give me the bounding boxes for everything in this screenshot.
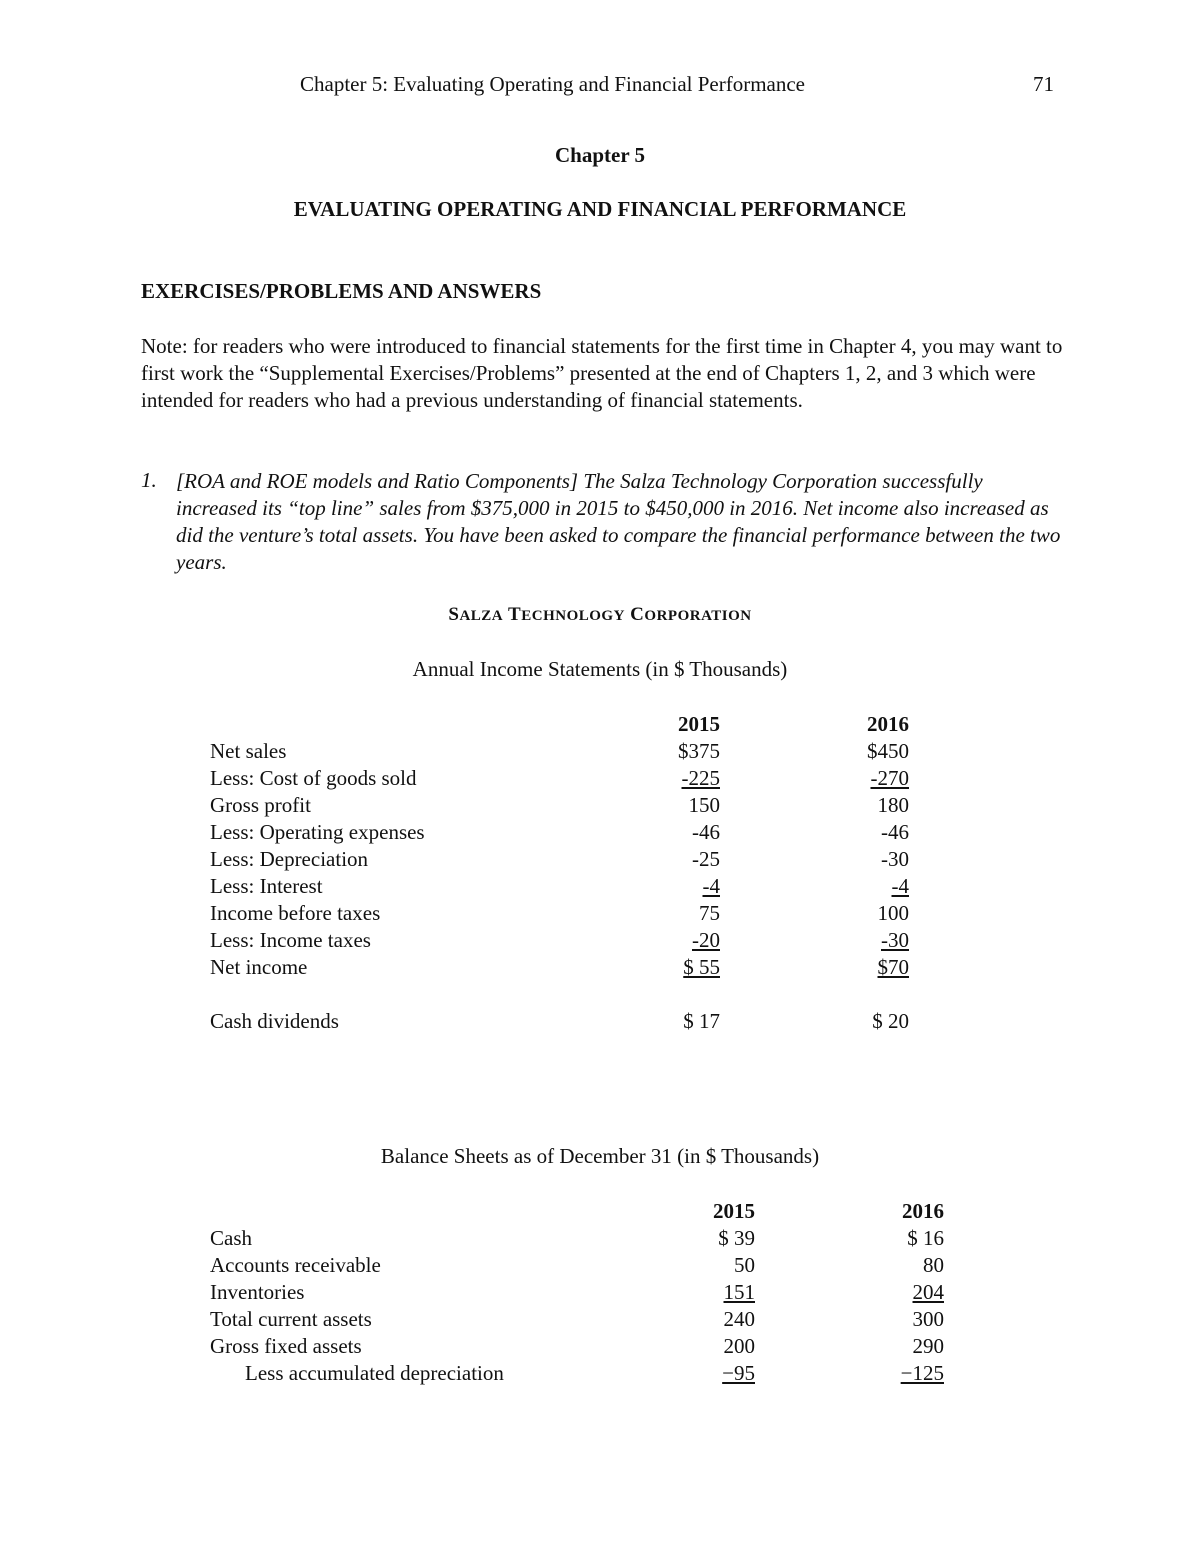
chapter-title: EVALUATING OPERATING AND FINANCIAL PERFORMANCE <box>293 197 907 221</box>
value-2015: 50 <box>734 1253 755 1277</box>
company-name: SALZA TECHNOLOGY CORPORATION <box>448 604 752 625</box>
row-label: Less: Operating expenses <box>210 820 425 844</box>
value-2016: -4 <box>891 874 909 898</box>
problem-text: [ROA and ROE models and Ratio Components] The Salza Technology Corporation successfully increased its “top line” sales from $375,000 in 2015 to $450,000 in 2016. Net income also increased as did the venture’s total assets. You have been asked to compare the financial performance between the two years. <box>176 469 1061 574</box>
table-row <box>210 846 909 873</box>
table-row <box>210 954 909 981</box>
value-2015: -4 <box>702 874 720 898</box>
table-row <box>210 927 909 954</box>
row-label: Gross profit <box>210 793 311 817</box>
value-2015: 75 <box>699 901 720 925</box>
table-row <box>210 819 909 846</box>
value-2016: -270 <box>870 766 909 790</box>
running-header-title: Chapter 5: Evaluating Operating and Financial Performance <box>300 72 805 96</box>
table-row <box>210 1306 944 1333</box>
value-2015: 151 <box>723 1280 755 1304</box>
value-2016: -30 <box>881 847 909 871</box>
page-header <box>0 72 1200 102</box>
chapter-label: Chapter 5 <box>554 143 646 167</box>
table-header-row <box>210 1198 944 1225</box>
income-statement-table <box>210 711 909 1035</box>
balance-sheet-title: Balance Sheets as of December 31 (in $ Thousands) <box>380 1144 820 1168</box>
page-number: 71 <box>1033 72 1054 96</box>
value-2016: $70 <box>877 955 909 979</box>
table-row <box>210 765 909 792</box>
value-2015: -20 <box>692 928 720 952</box>
row-label: Gross fixed assets <box>210 1334 362 1358</box>
row-label: Income before taxes <box>210 901 381 925</box>
value-2016: -46 <box>881 820 909 844</box>
table-row <box>210 900 909 927</box>
value-2015: $ 55 <box>683 955 720 979</box>
value-2015: -225 <box>681 766 720 790</box>
value-2015: -25 <box>692 847 720 871</box>
table-header-row <box>210 711 909 738</box>
value-2015: $ 39 <box>718 1226 755 1250</box>
row-label: Less: Interest <box>210 874 323 898</box>
row-label: Less: Income taxes <box>210 928 371 952</box>
value-2015: $375 <box>678 739 720 763</box>
problem-number: 1. <box>141 468 157 492</box>
row-label: Inventories <box>210 1280 305 1304</box>
value-2015: $ 17 <box>683 1009 720 1033</box>
year-2016-header: 2016 <box>867 712 909 736</box>
row-label: Cash <box>210 1226 252 1250</box>
table-row <box>210 873 909 900</box>
row-label: Less: Depreciation <box>210 847 369 871</box>
value-2016: 290 <box>912 1334 944 1358</box>
row-label: Cash dividends <box>210 1009 339 1033</box>
value-2016: 300 <box>912 1307 944 1331</box>
value-2016: -30 <box>881 928 909 952</box>
section-heading: EXERCISES/PROBLEMS AND ANSWERS <box>141 279 542 303</box>
row-label: Less: Cost of goods sold <box>210 766 417 790</box>
table-row <box>210 1225 944 1252</box>
balance-sheet-table <box>210 1198 944 1387</box>
year-2016-header: 2016 <box>902 1199 944 1223</box>
value-2016: −125 <box>900 1361 944 1385</box>
value-2015: 150 <box>688 793 720 817</box>
row-label: Accounts receivable <box>210 1253 381 1277</box>
value-2016: 180 <box>877 793 909 817</box>
value-2016: $ 16 <box>907 1226 944 1250</box>
value-2015: −95 <box>722 1361 755 1385</box>
year-2015-header: 2015 <box>678 712 720 736</box>
table-row <box>210 1333 944 1360</box>
table-row <box>210 1008 909 1035</box>
year-2015-header: 2015 <box>713 1199 755 1223</box>
row-label: Less accumulated depreciation <box>245 1361 504 1385</box>
value-2016: $450 <box>867 739 909 763</box>
table-row <box>210 738 909 765</box>
value-2016: 204 <box>912 1280 944 1304</box>
value-2016: 100 <box>877 901 909 925</box>
table-row <box>210 1360 944 1387</box>
row-label: Net income <box>210 955 308 979</box>
table-row <box>210 1279 944 1306</box>
value-2015: 240 <box>723 1307 755 1331</box>
value-2016: 80 <box>923 1253 944 1277</box>
table-row <box>210 1252 944 1279</box>
value-2015: 200 <box>723 1334 755 1358</box>
intro-note: Note: for readers who were introduced to financial statements for the first time in Chapter 4, you may want to first work the “Supplemental Exercises/Problems” presented at the end of Chapters 1, 2, and 3 which were intended for readers who had a previous understanding of financial statements. <box>141 334 1063 412</box>
row-label: Total current assets <box>210 1307 372 1331</box>
value-2016: $ 20 <box>872 1009 909 1033</box>
income-statement-title: Annual Income Statements (in $ Thousands) <box>412 657 788 681</box>
table-row <box>210 792 909 819</box>
row-label: Net sales <box>210 739 287 763</box>
value-2015: -46 <box>692 820 720 844</box>
